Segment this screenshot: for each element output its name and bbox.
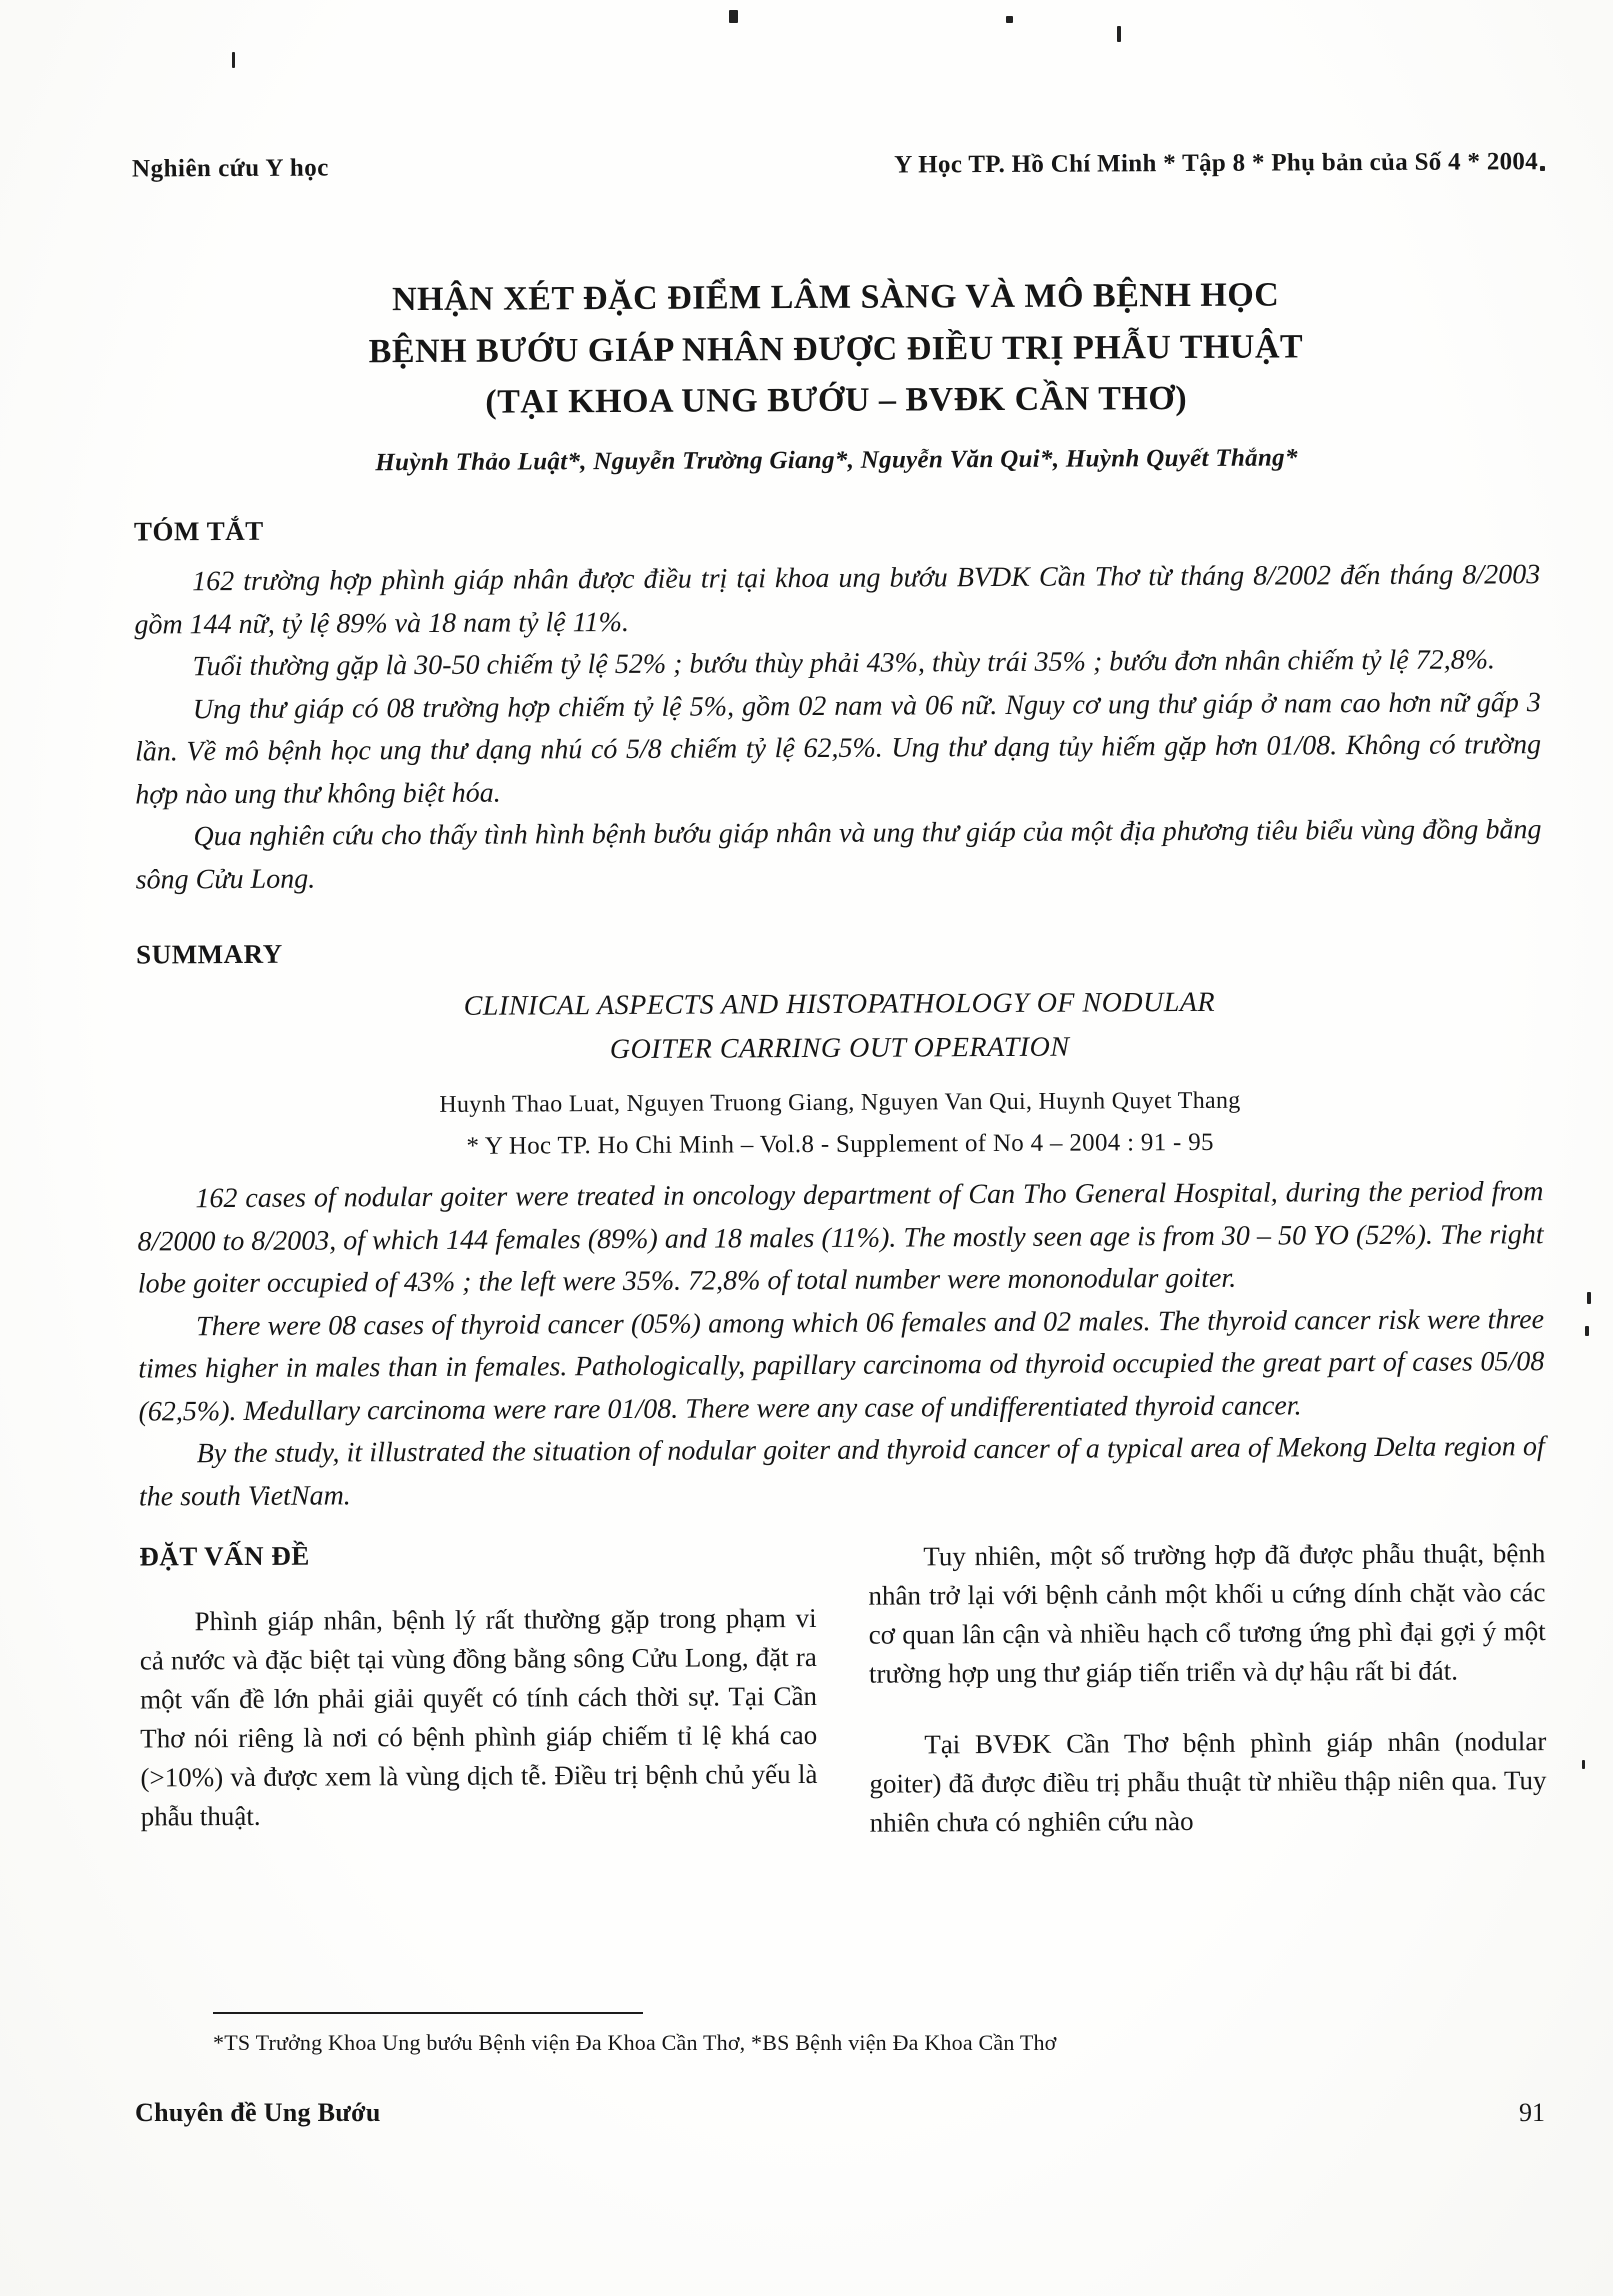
header-journal-title: Y Học TP. Hồ Chí Minh * Tập 8 * Phụ bản của Số 4 * 2004 xyxy=(894,148,1539,179)
right-column-paragraph: Tuy nhiên, một số trường hợp đã được phẫu thuật, bệnh nhân trở lại với bệnh cảnh một khối u cứng dính chặt vào các cơ quan lân cận và nhiều hạch cổ tương ứng phì đại gợi ý một trường hợp ung thư giáp tiến triển và dự hậu rất bi đát. xyxy=(868,1537,1546,1689)
summary-paragraph: By the study, it illustrated the situation of nodular goiter and thyroid cancer of a typical area of Mekong Delta region of the south VietNam. xyxy=(138,1431,1545,1513)
abstract-paragraph: Tuổi thường gặp là 30-50 chiếm tỷ lệ 52% ; bướu thùy phải 43%, thùy trái 35% ; bướu đơn nhân chiếm tỷ lệ 72,8%. xyxy=(192,644,1496,683)
footnote-rule xyxy=(213,2012,643,2014)
page-footer xyxy=(135,2098,1545,2128)
footnote-block xyxy=(135,2012,1541,2056)
journal-citation: * Y Hoc TP. Ho Chi Minh – Vol.8 - Supplement of No 4 – 2004 : 91 - 95 xyxy=(466,1129,1214,1160)
article-title xyxy=(133,268,1540,430)
english-abstract xyxy=(137,1171,1545,1519)
section-heading-dat-van-de: ĐẶT VẤN ĐỀ xyxy=(139,1540,310,1572)
section-heading-tom-tat: TÓM TẮT xyxy=(133,515,264,547)
english-title-line-1: CLINICAL ASPECTS AND HISTOPATHOLOGY OF NODULAR xyxy=(463,987,1216,1023)
page-number: 91 xyxy=(1519,2098,1545,2127)
header-journal-section: Nghiên cứu Y học xyxy=(131,154,329,183)
abstract-paragraph: Ung thư giáp có 08 trường hợp chiếm tỷ lệ 5%, gồm 02 nam và 06 nữ. Nguy cơ ung thư giáp ở nam cao hơn nữ gấp 3 lần. Về mô bệnh học ung thư dạng nhú có 5/8 chiếm tỷ lệ 62,5%. Ung thư dạng tủy hiếm gặp hơn 01/08. Không có trường hợp nào ung thư không biệt hóa. xyxy=(134,686,1542,811)
english-title xyxy=(136,980,1542,1074)
summary-paragraph: 162 cases of nodular goiter were treated in oncology department of Can Tho General Hospital, during the period from 8/2000 to 8/2003, of which 144 females (89%) and 18 males (11%). The mostly seen age is from 30 – 50 YO (52%). The right lobe goiter occupied of 43% ; the left were 35%. 72,8% of total number were mononodular goiter. xyxy=(137,1176,1544,1300)
footer-section-label: Chuyên đề Ung Bướu xyxy=(135,2098,381,2127)
right-column xyxy=(868,1534,1547,1844)
footnote-text: *TS Trưởng Khoa Ung bướu Bệnh viện Đa Khoa Cần Thơ, *BS Bệnh viện Đa Khoa Cần Thơ xyxy=(213,2030,1057,2055)
article-title-line-3: (TẠI KHOA UNG BƯỚU – BVĐK CẦN THƠ) xyxy=(485,380,1188,422)
intro-paragraph: Phình giáp nhân, bệnh lý rất thường gặp trong phạm vi cả nước và đặc biệt tại vùng đồng bằng sông Cửu Long, đặt ra một vấn đề lớn phải giải quyết có tính cách thời sự. Tại Cần Thơ nói riêng là nơi có bệnh phình giáp chiếm tỉ lệ khá cao (>10%) và được xem là vùng dịch tễ. Điều trị bệnh chủ yếu là phẫu thuật. xyxy=(139,1602,818,1832)
authors-line: Huỳnh Thảo Luật*, Nguyễn Trường Giang*, Nguyễn Văn Qui*, Huỳnh Quyết Thắng* xyxy=(375,444,1298,477)
article-title-line-1: NHẬN XÉT ĐẶC ĐIỂM LÂM SÀNG VÀ MÔ BỆNH HỌC xyxy=(391,276,1280,319)
right-column-paragraph: Tại BVĐK Cần Thơ bệnh phình giáp nhân (nodular goiter) đã được điều trị phẫu thuật từ nhiều thập niên qua. Tuy nhiên chưa có nghiên cứu nào xyxy=(869,1726,1547,1839)
english-title-line-2: GOITER CARRING OUT OPERATION xyxy=(609,1031,1070,1065)
english-authors-line: Huynh Thao Luat, Nguyen Truong Giang, Nguyen Van Qui, Huynh Quyet Thang xyxy=(439,1087,1241,1119)
article-title-line-2: BỆNH BƯỚU GIÁP NHÂN ĐƯỢC ĐIỀU TRỊ PHẪU THUẬT xyxy=(368,328,1304,370)
left-column xyxy=(139,1538,818,1848)
abstract-paragraph: Qua nghiên cứu cho thấy tình hình bệnh bướu giáp nhân và ung thư giáp của một địa phương tiêu biểu vùng đồng bằng sông Cửu Long. xyxy=(135,814,1542,896)
vietnamese-abstract xyxy=(134,554,1542,902)
section-heading-summary: SUMMARY xyxy=(136,939,283,970)
running-header xyxy=(132,148,1538,183)
abstract-paragraph: 162 trường hợp phình giáp nhân được điều trị tại khoa ung bướu BVDK Cần Thơ từ tháng 8/2002 đến tháng 8/2003 gồm 144 nữ, tỷ lệ 89% và 18 nam tỷ lệ 11%. xyxy=(134,559,1541,641)
introduction-section xyxy=(139,1534,1547,1847)
summary-paragraph: There were 08 cases of thyroid cancer (05%) among which 06 females and 02 males. The thyroid cancer risk were three times higher in males than in females. Pathologically, papillary carcinoma od thyroid occupied the great part of cases 05/08 (62,5%). Medullary carcinoma were rare 01/08. There were any case of undifferentiated thyroid cancer. xyxy=(138,1303,1545,1428)
